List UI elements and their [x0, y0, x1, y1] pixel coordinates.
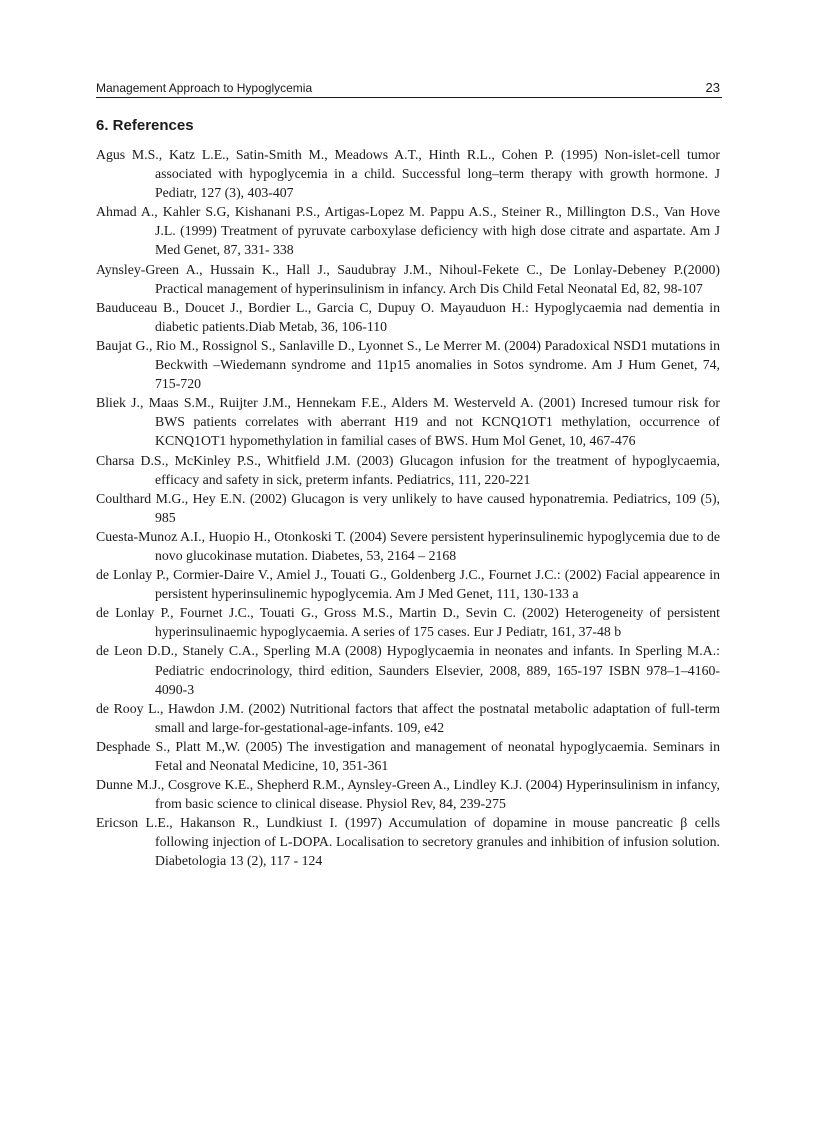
reference-item: de Rooy L., Hawdon J.M. (2002) Nutritional factors that affect the postnatal metabolic adaptation of full-term small and large-for-gestational-age-infants. 109, e42	[96, 700, 720, 735]
reference-item: de Leon D.D., Stanely C.A., Sperling M.A (2008) Hypoglycaemia in neonates and infants. In Sperling M.A.: Pediatric endocrinology, third edition, Saunders Elsevier, 2008, 889, 165-197 ISBN 978–1–4160-4090-3	[96, 643, 720, 697]
reference-item: Agus M.S., Katz L.E., Satin-Smith M., Meadows A.T., Hinth R.L., Cohen P. (1995) Non-islet-cell tumor associated with hypoglycemia in a child. Successful long–term therapy with growth hormone. J Pediatr, 127 (3), 403-407	[96, 147, 720, 201]
reference-list	[96, 145, 720, 871]
reference-item: de Lonlay P., Cormier-Daire V., Amiel J., Touati G., Goldenberg J.C., Fournet J.C.: (2002) Facial appearence in persistent hyperinsulinemic hypoglycemia. Am J Med Genet, 111, 130-133 a	[96, 567, 720, 602]
reference-item: Desphade S., Platt M.,W. (2005) The investigation and management of neonatal hypoglycaemia. Seminars in Fetal and Neonatal Medicine, 10, 351-361	[96, 738, 720, 773]
reference-item: Baujat G., Rio M., Rossignol S., Sanlaville D., Lyonnet S., Le Merrer M. (2004) Paradoxical NSD1 mutations in Beckwith –Wiedemann syndrome and 11p15 anomalies in Sotos syndrome. Am J Hum Genet, 74, 715-720	[96, 337, 720, 392]
reference-item: Coulthard M.G., Hey E.N. (2002) Glucagon is very unlikely to have caused hyponatremia. Pediatrics, 109 (5), 985	[96, 490, 720, 525]
reference-item: Bauduceau B., Doucet J., Bordier L., Garcia C, Dupuy O. Mayauduon H.: Hypoglycaemia nad dementia in diabetic patients.Diab Metab, 36, 106-110	[96, 299, 720, 334]
section-heading: 6. References	[96, 117, 194, 134]
page-number: 23	[705, 80, 720, 95]
reference-item: Charsa D.S., McKinley P.S., Whitfield J.M. (2003) Glucagon infusion for the treatment of hypoglycaemia, efficacy and safety in sick, preterm infants. Pediatrics, 111, 220-221	[96, 452, 720, 487]
reference-item: Aynsley-Green A., Hussain K., Hall J., Saudubray J.M., Nihoul-Fekete C., De Lonlay-Debeney P.(2000) Practical management of hyperinsulinism in infancy. Arch Dis Child Fetal Neonatal Ed, 82, 98-107	[96, 261, 720, 296]
running-title: Management Approach to Hypoglycemia	[96, 81, 313, 95]
reference-item: de Lonlay P., Fournet J.C., Touati G., Gross M.S., Martin D., Sevin C. (2002) Heterogeneity of persistent hyperinsulinaemic hypoglycaemia. A series of 175 cases. Eur J Pediatr, 161, 37-48 b	[96, 605, 720, 640]
reference-item: Ericson L.E., Hakanson R., Lundkiust I. (1997) Accumulation of dopamine in mouse pancreatic β cells following injection of L-DOPA. Localisation to secretory granules and inhibition of infusion solution. Diabetologia 13 (2), 117 - 124	[96, 815, 720, 869]
reference-item: Ahmad A., Kahler S.G, Kishanani P.S., Artigas-Lopez M. Pappu A.S., Steiner R., Millington D.S., Van Hove J.L. (1999) Treatment of pyruvate carboxylase deficiency with high dose citrate and aspartate. Am J Med Genet, 87, 331- 338	[96, 204, 720, 258]
reference-item: Dunne M.J., Cosgrove K.E., Shepherd R.M., Aynsley-Green A., Lindley K.J. (2004) Hyperinsulinism in infancy, from basic science to clinical disease. Physiol Rev, 84, 239-275	[96, 777, 720, 812]
reference-item: Bliek J., Maas S.M., Ruijter J.M., Hennekam F.E., Alders M. Westerveld A. (2001) Incresed tumour risk for BWS patients correlates with aberrant H19 and not KCNQ1OT1 methylation, occurrence of KCNQ1OT1 hypomethylation in familial cases of BWS. Hum Mol Genet, 10, 467-476	[96, 395, 720, 449]
running-header	[96, 80, 722, 98]
reference-item: Cuesta-Munoz A.I., Huopio H., Otonkoski T. (2004) Severe persistent hyperinsulinemic hypoglycemia due to de novo glucokinase mutation. Diabetes, 53, 2164 – 2168	[96, 528, 720, 563]
